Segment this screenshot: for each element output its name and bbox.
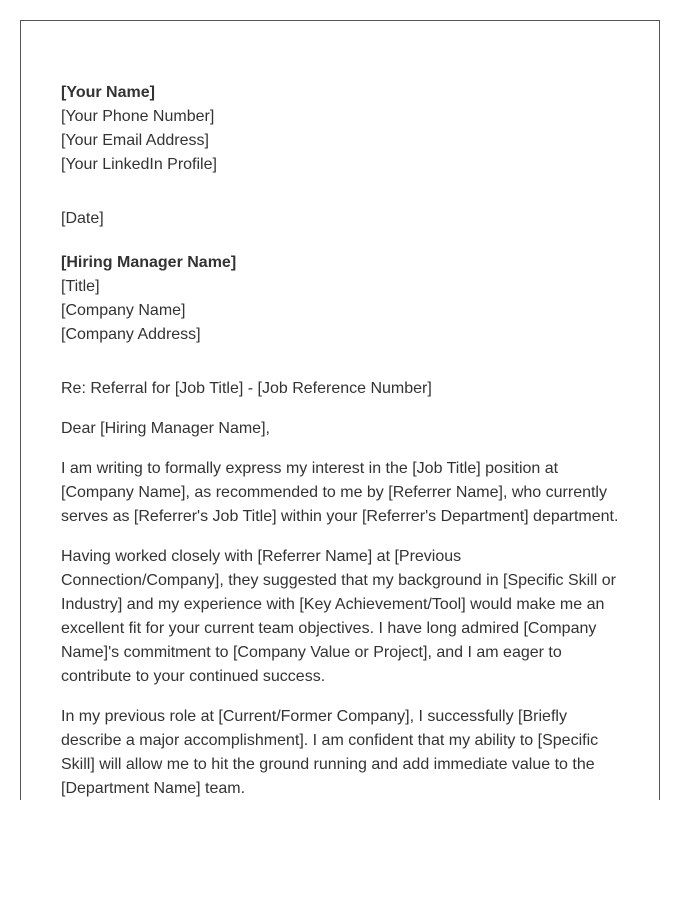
- recipient-title: [Title]: [61, 278, 100, 295]
- body-paragraph-2: Having worked closely with [Referrer Name] at [Previous Connection/Company], they suggested that my background in [Specific Skill or Industry] and my experience with [Key Achievement/Tool] would make me an excellent fit for your current team objectives. I have long admired [Company Name]'s commitment to [Company Value or Project], and I am eager to contribute to your continued success.: [61, 548, 616, 685]
- sender-name: [Your Name]: [61, 84, 155, 101]
- sender-linkedin: [Your LinkedIn Profile]: [61, 156, 217, 173]
- sender-block: [61, 81, 626, 177]
- letter-content: [61, 81, 626, 800]
- letter-subject: Re: Referral for [Job Title] - [Job Reference Number]: [61, 380, 432, 397]
- sender-email: [Your Email Address]: [61, 132, 209, 149]
- recipient-block: [61, 251, 626, 347]
- recipient-address: [Company Address]: [61, 326, 201, 343]
- body-paragraph-3: In my previous role at [Current/Former Company], I successfully [Briefly describe a major accomplishment]. I am confident that my ability to [Specific Skill] will allow me to hit the ground running and add immediate value to the [Department Name] team.: [61, 708, 599, 797]
- sender-phone: [Your Phone Number]: [61, 108, 215, 125]
- body-paragraph-1: I am writing to formally express my interest in the [Job Title] position at [Company Name], as recommended to me by [Referrer Name], who currently serves as [Referrer's Job Title] within your [Referrer's Department] department.: [61, 460, 619, 525]
- recipient-company: [Company Name]: [61, 302, 186, 319]
- recipient-name: [Hiring Manager Name]: [61, 254, 237, 271]
- letter-page: [20, 20, 660, 800]
- letter-salutation: Dear [Hiring Manager Name],: [61, 420, 270, 437]
- letter-date: [Date]: [61, 210, 104, 227]
